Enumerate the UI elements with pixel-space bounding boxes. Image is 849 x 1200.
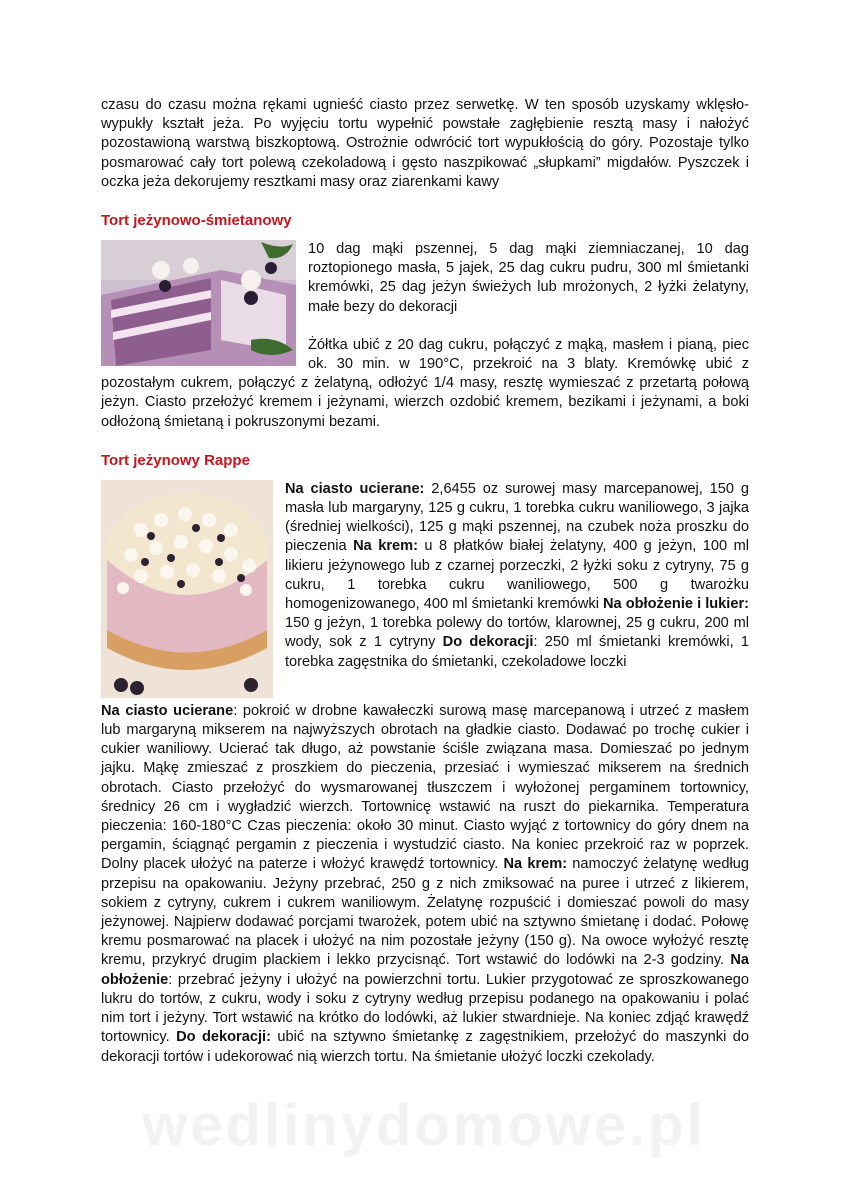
method-cream: namoczyć żelatynę według przepisu na opakowaniu. Jeżyny przebrać, 250 g z nich zmiksować na puree i utrzeć z likierem, sokiem z cytryny, cukrem i cukrem waniliowym. Żelatynę rozpuścić i domieszać powoli do masy jeżynowej. Najpierw dodawać porcjami twarożek, potem ubić na sztywno śmietanę i dodać. Połowę kremu posmarować na placek i ułożyć na nim pozostałe jeżyny (150 g). Na owoce wyłożyć resztę kremu, przykryć drugim plackiem i lekko przycisnąć. Tort wstawić do lodówki na 2-3 godziny. xyxy=(101,856,749,969)
method-label-dough: Na ciasto ucierane xyxy=(101,702,234,719)
method-dough: : pokroić w drobne kawałeczki surową masę marcepanową i utrzeć z masłem lub margaryną mikserem na najwyższych obrotach na gładkie ciasto. Dodawać po trochę cukier i cukier waniliowy. Ucierać tak długo, aż powstanie ściśle związana masa. Domieszać po jednym jajku. Mąkę zmieszać z proszkiem do pieczenia, przesiać i wymieszać mikserem na średnich obrotach. Ciasto przełożyć do wysmarowanej tłuszczem i wyłożonej pergaminem tortownicy, średnicy 26 cm i wygładzić wierzch. Tortownicę wstawić na ruszt do piekarnika. Temperatura pieczenia: 160-180°C Czas pieczenia: około 30 minut. Ciasto wyjąć z tortownicy do góry dnem na pergamin, ściągnąć pergamin z pieczenia i wystudzić ciasto. Na koniec przekroić raz w poprzek. Dolny placek ułożyć na paterze i włożyć krawędź tortownicy. xyxy=(101,702,749,873)
method-decoration: ubić na sztywno śmietankę z zagęstnikiem, przełożyć do maszynki do dekoracji tortów i udekorować nią wierzch tortu. Na śmietanie ułożyć loczki czekolady. xyxy=(101,1029,749,1065)
method-label-decoration: Do dekoracji: xyxy=(176,1029,271,1046)
ingredients-label-cream: Na krem: xyxy=(353,538,418,555)
recipe2-method xyxy=(101,702,749,1067)
ingredients-decoration: : 250 ml śmietanki kremówki, 1 torebka zagęstnika do śmietanki, czekoladowe loczki xyxy=(285,634,749,670)
document-page xyxy=(101,96,749,1067)
method-label-topping: Na obłożenie xyxy=(101,952,749,988)
ingredients-label-topping: Na obłożenie i lukier: xyxy=(603,596,749,613)
recipe1-ingredients: 10 dag mąki pszennej, 5 dag mąki ziemniaczanej, 10 dag roztopionego masła, 5 jajek, 25 dag cukru pudru, 300 ml śmietanki kremówki, 25 dag jeżyn świeżych lub mrożonych, 2 łyżki żelatyny, małe bezy do dekoracji xyxy=(308,241,749,315)
recipe1-section xyxy=(101,240,749,432)
ingredients-label-decoration: Do dekoracji xyxy=(442,634,534,651)
recipe1-title: Tort jeżynowo-śmietanowy xyxy=(101,212,292,230)
intro-paragraph: czasu do czasu można rękami ugnieść ciasto przez serwetkę. W ten sposób uzyskamy wklęsło-wypukły kształt jeża. Po wyjęciu tortu wypełnić powstałe zagłębienie resztą masy i nałożyć pozostawioną warstwą biszkoptową. Ostrożnie odwrócić tort wypukłością do góry. Pozostaje tylko posmarować cały tort polewą czekoladową i gęsto naszpikować „słupkami” migdałów. Pyszczek i oczka jeża dekorujemy resztkami masy oraz ziarenkami kawy xyxy=(101,97,749,190)
recipe2-photo xyxy=(101,480,273,698)
recipe1-photo xyxy=(101,240,296,366)
method-label-cream: Na krem: xyxy=(503,856,568,873)
recipe2-title: Tort jeżynowy Rappe xyxy=(101,451,250,469)
ingredients-topping: 150 g jeżyn, 1 torebka polewy do tortów, klarownej, 25 g cukru, 200 ml wody, sok z 1 cytryny xyxy=(285,615,749,651)
recipe2-section xyxy=(101,480,749,1067)
recipe1-method: Żółtka ubić z 20 dag cukru, połączyć z mąką, masłem i pianą, piec ok. 30 min. w 190°C, przekroić na 3 blaty. Kremówkę ubić z pozostałym cukrem, połączyć z żelatyną, odłożyć 1/4 masy, resztę wymieszać z przetartą połową jeżyn. Ciasto przełożyć kremem i jeżynami, wierzch ozdobić kremem, bezikami i jeżynami, a boki odłożoną śmietaną i pokruszonymi bezami. xyxy=(101,336,749,430)
method-topping: : przebrać jeżyny i ułożyć na powierzchni tortu. Lukier przygotować ze sproszkowanego lukru do tortów, z cukru, wody i soku z cytryny według przepisu podanego na opakowaniu i polać nim tort i jeżyny. Tort wstawić na krótko do lodówki, aż lukier stwardnieje. Na koniec zdjąć krawędź tortownicy. xyxy=(101,971,749,1046)
ingredients-cream: u 8 płatków białej żelatyny, 400 g jeżyn, 100 ml likieru jeżynowego lub z czarnej porzeczki, 2 łyżki soku z cytryny, 75 g cukru, 1 torebka cukru waniliowego, 500 g twarożku homogenizowanego, 400 ml śmietanki kremówki xyxy=(285,538,749,613)
ingredients-dough: 2,6455 oz surowej masy marcepanowej, 150 g masła lub margaryny, 125 g cukru, 1 torebka cukru waniliowego, 3 jajka (średniej wielkości), 125 g mąki pszennej, na czubek noża proszku do pieczenia xyxy=(285,480,749,555)
ingredients-label-dough: Na ciasto ucierane: xyxy=(285,480,425,497)
watermark: wedlinydomowe.pl xyxy=(142,1093,706,1158)
